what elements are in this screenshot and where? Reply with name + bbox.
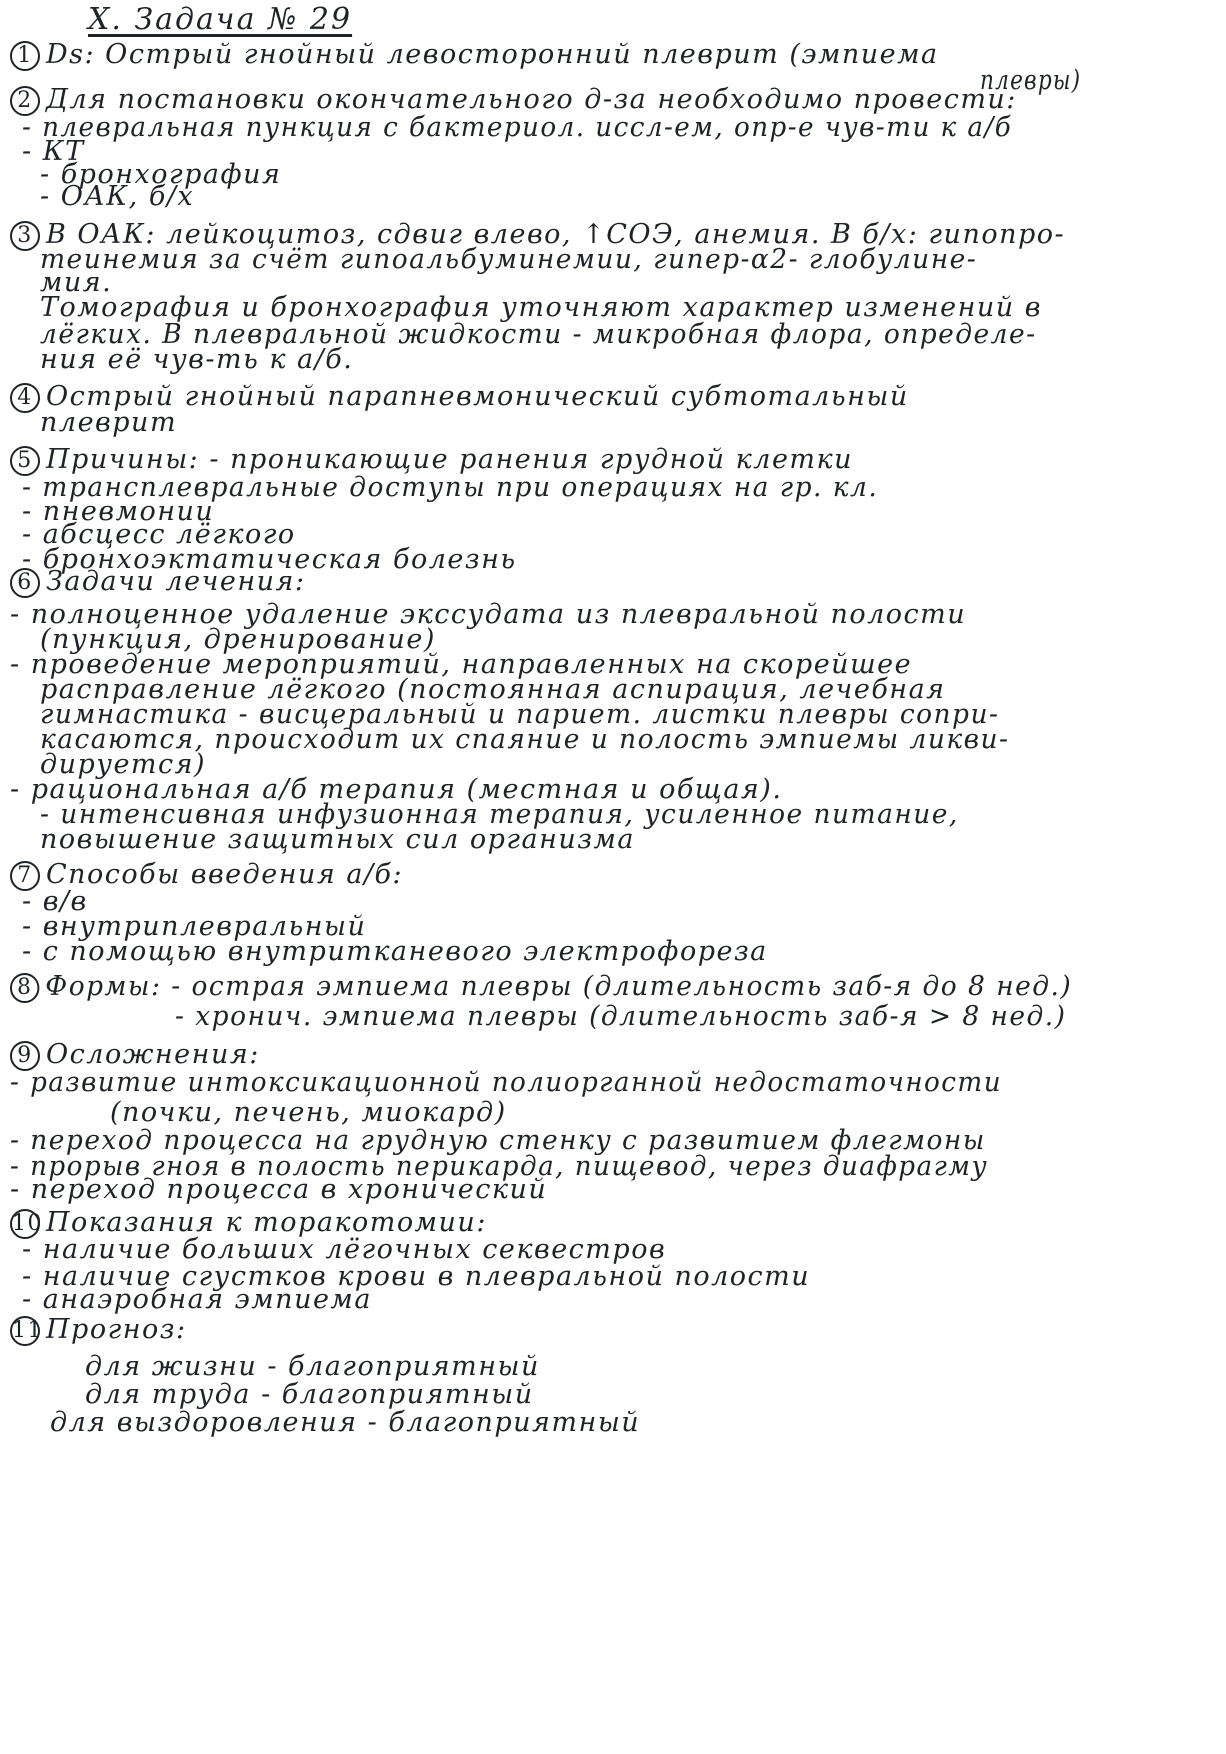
line-text: (почки, печень, миокард) xyxy=(110,1097,507,1128)
numbered-line xyxy=(10,85,1017,116)
line-text: - абсцесс лёгкого xyxy=(22,519,296,550)
line-text: мия. xyxy=(40,267,113,298)
line-text: Осложнения: xyxy=(46,1039,260,1070)
text-line xyxy=(110,1098,507,1128)
line-text: - интенсивная инфузионная терапия, усиленное питание, xyxy=(40,799,959,830)
item-number-badge: 3 xyxy=(10,221,40,251)
line-text: - рациональная а/б терапия (местная и общая). xyxy=(10,774,783,805)
line-text: - проведение мероприятий, направленных на скорейшее xyxy=(10,649,913,680)
line-text: повышение защитных сил организма xyxy=(40,824,636,855)
line-text: ния её чув-ть к а/б. xyxy=(40,344,354,375)
line-text: - развитие интоксикационной полиорганной недостаточности xyxy=(10,1067,1003,1098)
line-text: - наличие сгустков крови в плевральной полости xyxy=(22,1261,811,1292)
item-number-badge: 2 xyxy=(10,86,40,116)
line-text: Причины: - проникающие ранения грудной клетки xyxy=(46,444,854,475)
line-text: для выздоровления - благоприятный xyxy=(50,1407,641,1438)
line-text: - ОАК, б/х xyxy=(40,181,195,212)
numbered-line xyxy=(10,40,939,71)
line-text: лёгких. В плевральной жидкости - микробная флора, определе- xyxy=(40,319,1037,350)
text-line xyxy=(175,1002,1066,1032)
numbered-line xyxy=(10,972,1072,1003)
item-number-badge: 6 xyxy=(10,568,40,598)
page-title: X. Задача № 29 xyxy=(88,2,353,37)
line-text: для труда - благоприятный xyxy=(85,1379,534,1410)
line-text: Ds: Острый гнойный левосторонний плеврит (эмпиема xyxy=(46,39,939,70)
numbered-line xyxy=(10,567,306,598)
line-text: плевры) xyxy=(980,65,1082,96)
item-number-badge: 11 xyxy=(10,1316,40,1346)
item-number-badge: 8 xyxy=(10,973,39,1003)
line-text: Прогноз: xyxy=(46,1314,187,1345)
line-text: - наличие больших лёгочных секвестров xyxy=(22,1234,667,1265)
text-line xyxy=(10,1175,547,1205)
item-number-badge: 9 xyxy=(10,1041,40,1071)
item-number-badge: 10 xyxy=(10,1209,40,1239)
line-text: - переход процесса на грудную стенку с развитием флегмоны xyxy=(10,1125,986,1156)
line-text: В ОАК: лейкоцитоз, сдвиг влево, ↑СОЭ, анемия. В б/х: гипопро- xyxy=(46,219,1066,250)
line-text: Томография и бронхография уточняют характер изменений в xyxy=(40,292,1042,323)
line-text: Задачи лечения: xyxy=(46,566,306,597)
line-text: для жизни - благоприятный xyxy=(85,1351,540,1382)
item-number-badge: 4 xyxy=(10,383,40,413)
numbered-line xyxy=(10,445,853,476)
line-text: - в/в xyxy=(22,886,88,917)
numbered-line xyxy=(10,1040,260,1071)
blank-space xyxy=(0,1360,1226,1754)
item-number-badge: 5 xyxy=(10,446,40,476)
line-text: касаются, происходит их спаяние и полость эмпиемы ликви- xyxy=(40,724,1010,755)
text-line xyxy=(22,937,768,967)
line-text: - пневмонии xyxy=(22,496,215,527)
numbered-line xyxy=(10,1315,187,1346)
line-text: - внутриплевральный xyxy=(22,911,367,942)
line-text: - бронхография xyxy=(40,159,282,190)
line-text: (пункция, дренирование) xyxy=(40,624,436,655)
line-text: дируется) xyxy=(40,749,207,780)
line-text: - переход процесса в хронический xyxy=(10,1174,548,1205)
line-text: - хронич. эмпиема плевры (длительность заб-я > 8 нед.) xyxy=(175,1001,1067,1032)
line-text: плеврит xyxy=(40,407,178,438)
line-text: - полноценное удаление экссудата из плевральной полости xyxy=(10,599,967,630)
line-text: - бронхоэктатическая болезнь xyxy=(22,544,517,575)
line-text: Формы: - острая эмпиема плевры (длительность заб-я до 8 нед.) xyxy=(45,971,1073,1002)
item-number-badge: 1 xyxy=(10,41,40,71)
line-text: - плевральная пункция с бактериол. иссл-ем, опр-е чув-ти к а/б xyxy=(22,112,1013,143)
line-text: Способы введения а/б: xyxy=(46,859,404,890)
line-text: - с помощью внутритканевого электрофореза xyxy=(22,936,768,967)
text-line xyxy=(40,408,177,438)
text-line xyxy=(40,245,977,275)
line-text: - трансплевральные доступы при операциях на гр. кл. xyxy=(22,472,879,503)
text-line xyxy=(22,113,1012,143)
line-text: Для постановки окончательного д-за необходимо провести: xyxy=(46,84,1017,115)
line-text: Острый гнойный парапневмонический субтотальный xyxy=(46,381,909,412)
line-text: - анаэробная эмпиема xyxy=(22,1284,372,1315)
line-text: теинемия за счёт гипоальбуминемии, гипер-α2- глобулине- xyxy=(40,244,978,275)
text-line xyxy=(40,345,353,375)
line-text: Показания к торакотомии: xyxy=(46,1207,487,1238)
text-line xyxy=(10,1068,1002,1098)
text-line xyxy=(22,1285,372,1315)
text-line xyxy=(40,182,194,212)
line-text: - КТ xyxy=(22,136,85,167)
line-text: - прорыв гноя в полость перикарда, пищевод, через диафрагму xyxy=(10,1151,989,1182)
line-text: гимнастика - висцеральный и париет. листки плевры сопри- xyxy=(40,699,1000,730)
item-number-badge: 7 xyxy=(10,861,40,891)
text-line xyxy=(40,825,635,855)
line-text: расправление лёгкого (постоянная аспирация, лечебная xyxy=(40,674,946,705)
